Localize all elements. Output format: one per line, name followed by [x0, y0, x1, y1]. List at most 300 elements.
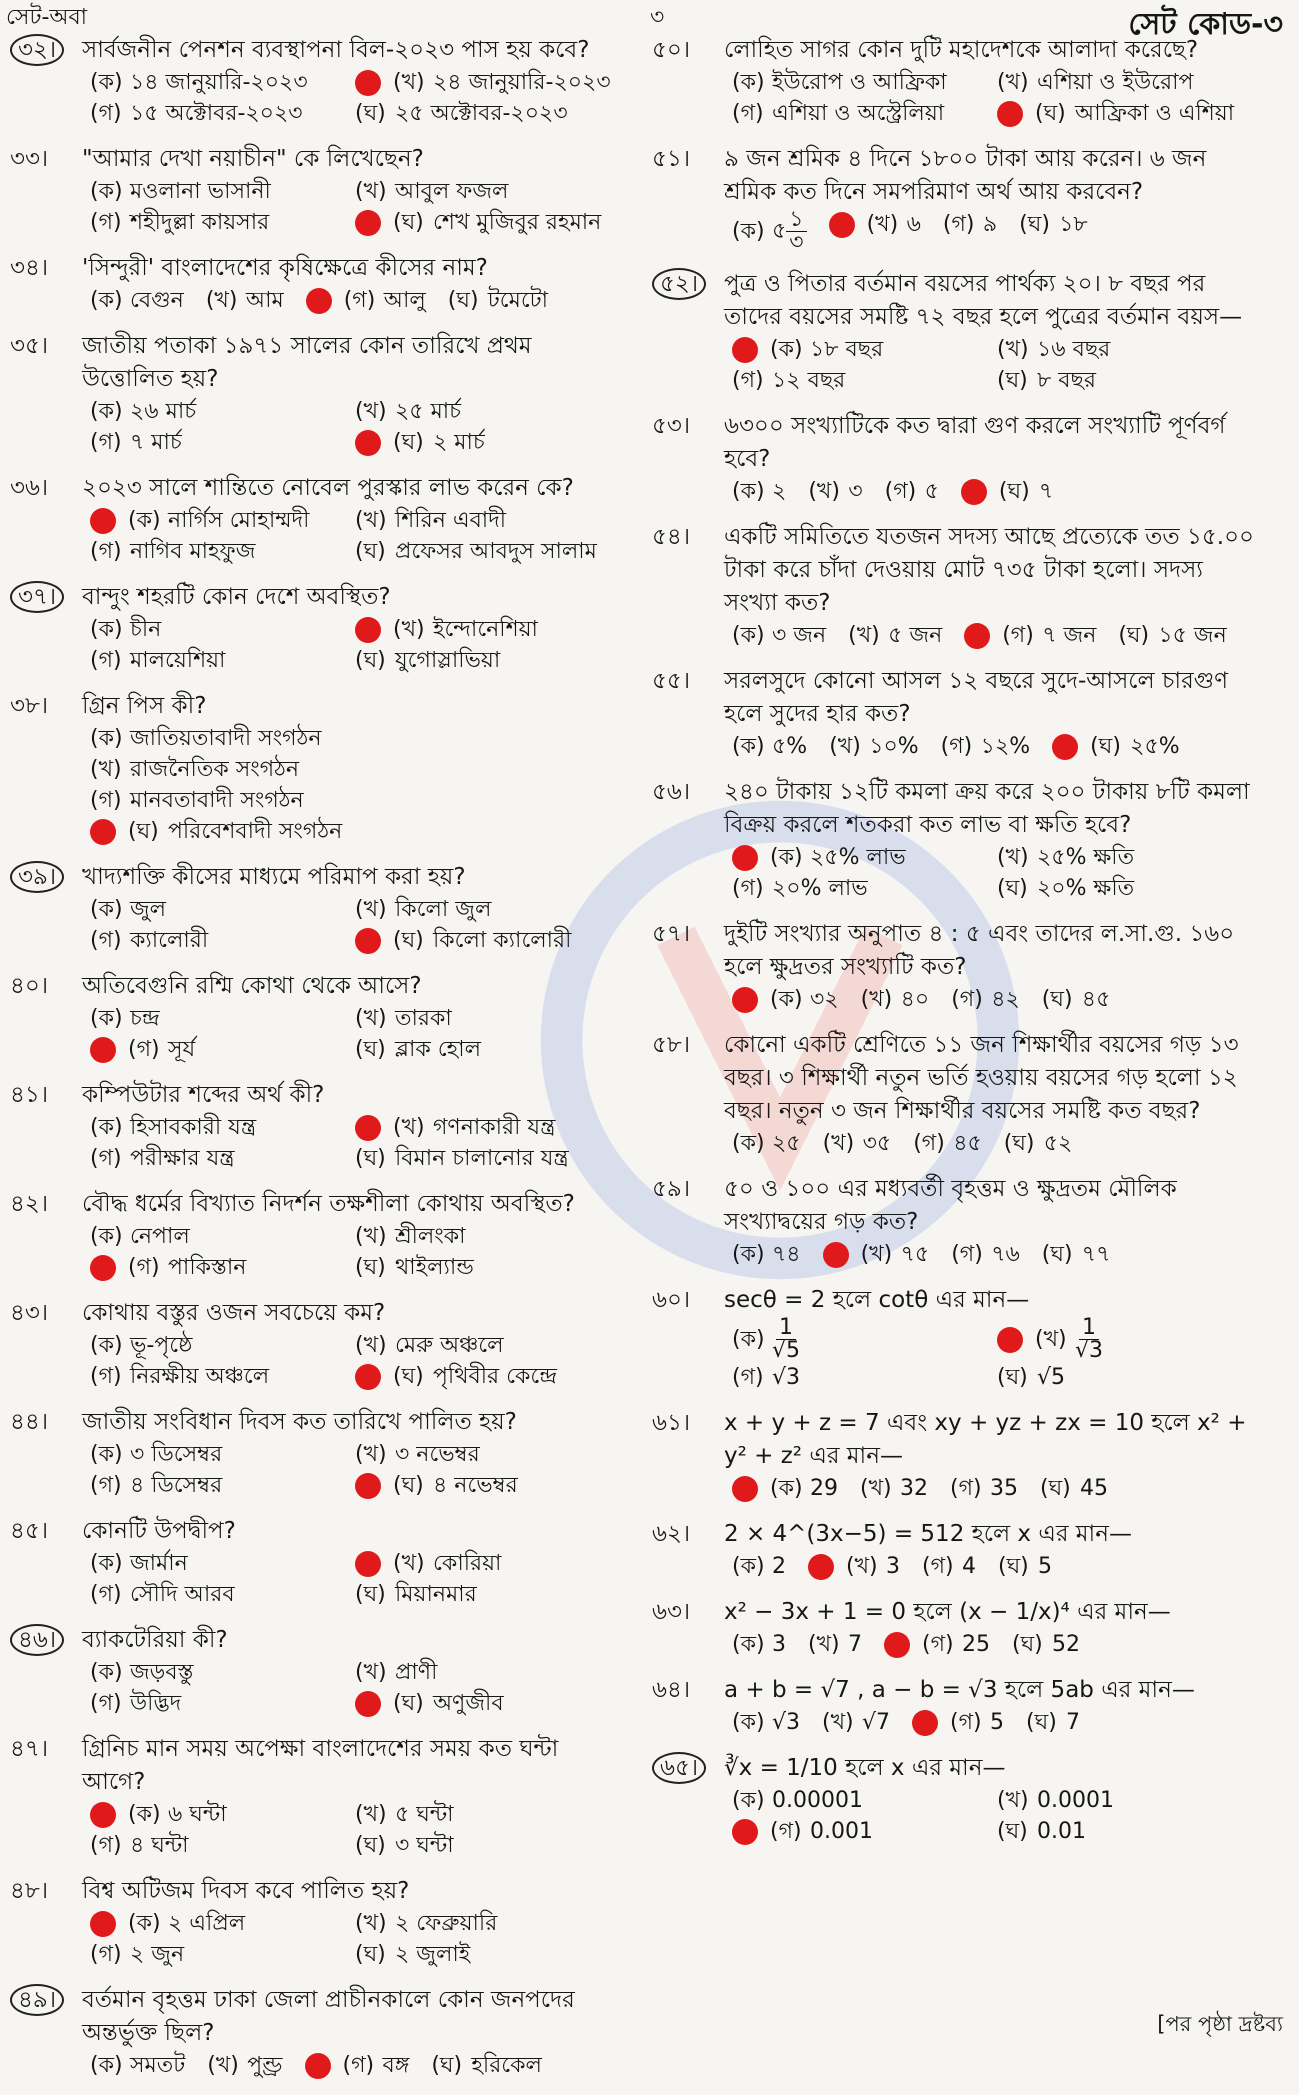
question-header [652, 665, 1262, 731]
answer-option[interactable] [997, 1317, 1262, 1362]
question-number [10, 1079, 82, 1112]
option-label: (ক) [90, 1115, 123, 1140]
answer-option[interactable] [90, 2050, 185, 2081]
answer-option[interactable] [206, 285, 284, 316]
option-text: প্রাণী [395, 1660, 438, 1685]
answer-option[interactable] [355, 1330, 620, 1361]
answer-option[interactable] [355, 505, 620, 536]
question-item [652, 1596, 1262, 1660]
answer-option[interactable] [732, 1239, 801, 1270]
option-label: (খ) [848, 623, 880, 648]
question-header [652, 1674, 1262, 1707]
question-text: x + y + z = 7 এবং xy + yz + zx = 10 হলে x² + y² + z² এর মান— [724, 1410, 1247, 1469]
answer-option[interactable] [90, 925, 355, 956]
question-number [652, 1674, 724, 1707]
question-header [10, 1515, 620, 1548]
option-label: (ক) [90, 726, 123, 751]
answer-option[interactable] [1040, 1473, 1108, 1504]
answer-option[interactable] [884, 1629, 990, 1660]
question-item [10, 1406, 620, 1501]
answer-option[interactable] [355, 1799, 620, 1830]
answer-option[interactable] [1019, 209, 1088, 254]
answer-option[interactable] [808, 1551, 900, 1582]
answer-option[interactable] [997, 1816, 1262, 1847]
answer-option[interactable] [1042, 984, 1111, 1015]
answer-option[interactable] [355, 1657, 620, 1688]
answer-option[interactable] [90, 427, 355, 458]
option-text: ২ এপ্রিল [168, 1911, 246, 1936]
answer-option[interactable] [941, 731, 1030, 762]
question-text: খাদ্যশক্তি কীসের মাধ্যমে পরিমাপ করা হয়? [82, 864, 466, 890]
answer-option[interactable] [732, 1551, 786, 1582]
option-text: ২০% ক্ষতি [1037, 876, 1135, 901]
question-number [10, 34, 82, 67]
question-number-text: ৬৩। [652, 1599, 691, 1625]
answer-option[interactable] [997, 842, 1262, 873]
option-text: ৫ [772, 218, 787, 244]
answer-option[interactable] [732, 334, 997, 365]
answer-option[interactable] [355, 1034, 620, 1065]
answer-option[interactable] [950, 1473, 1018, 1504]
question-item [652, 143, 1262, 254]
answer-option[interactable] [90, 1143, 355, 1174]
option-label: (ক) [770, 987, 803, 1012]
option-text: সূর্য [168, 1037, 196, 1062]
option-text: √5 [1037, 1365, 1066, 1390]
option-text: হরিকেল [471, 2053, 542, 2078]
marked-answer-dot-icon [90, 1255, 116, 1281]
answer-option[interactable] [90, 505, 355, 536]
answer-option[interactable] [822, 1707, 890, 1738]
option-text: এশিয়া ও অস্ট্রেলিয়া [772, 101, 945, 126]
answer-option[interactable] [355, 645, 620, 676]
question-header [652, 1029, 1262, 1128]
next-page-note: [পর পৃষ্ঠা দ্রষ্টব্য [1157, 2012, 1283, 2036]
answer-option[interactable] [732, 731, 807, 762]
answer-option[interactable] [732, 67, 997, 98]
option-text: বেগুন [130, 288, 184, 313]
answer-option[interactable] [90, 1548, 355, 1579]
answer-option[interactable] [90, 285, 184, 316]
option-text: থাইল্যান্ড [395, 1255, 474, 1280]
answer-option[interactable] [90, 1252, 355, 1283]
question-number [652, 1029, 724, 1062]
answer-option[interactable] [355, 1112, 620, 1143]
question-text: গ্রিন পিস কী? [82, 693, 207, 719]
option-fraction [1075, 1317, 1103, 1362]
answer-option[interactable] [732, 98, 997, 129]
option-text: আম [245, 288, 284, 313]
question-item [10, 1624, 620, 1719]
answer-option[interactable] [355, 427, 620, 458]
answer-option[interactable] [90, 536, 355, 567]
question-text: সরলসুদে কোনো আসল ১২ বছরে সুদে-আসলে চারগুণ হলে সুদের হার কত? [724, 668, 1229, 727]
option-label: (খ) [866, 212, 899, 237]
question-number-text: ৩৯। [10, 861, 64, 893]
answer-option[interactable] [90, 67, 355, 98]
answer-option[interactable] [90, 1221, 355, 1252]
option-fraction [772, 1317, 800, 1362]
answer-option[interactable] [848, 620, 942, 651]
answer-option[interactable] [355, 98, 620, 129]
marked-answer-dot-icon [90, 819, 116, 845]
marked-answer-dot-icon [912, 1710, 938, 1736]
answer-option[interactable] [997, 365, 1262, 396]
option-list [652, 1551, 1262, 1582]
option-text: 0.001 [810, 1819, 873, 1844]
option-label: (খ) [355, 1802, 387, 1827]
answer-option[interactable] [90, 816, 620, 847]
question-number-text: ৬০। [652, 1287, 691, 1313]
answer-option[interactable] [355, 176, 620, 207]
option-label: (ঘ) [997, 1819, 1028, 1844]
answer-option[interactable] [355, 1830, 620, 1861]
question-number [652, 776, 724, 809]
option-label: (ক) [90, 1333, 123, 1358]
option-label: (ঘ) [1012, 1632, 1043, 1657]
answer-option[interactable] [912, 1707, 1004, 1738]
option-text: উদ্ভিদ [130, 1691, 182, 1716]
option-list [652, 1707, 1262, 1738]
answer-option[interactable] [90, 785, 620, 816]
option-label: (গ) [732, 1365, 764, 1390]
option-text: 7 [848, 1632, 862, 1657]
option-label: (ঘ) [393, 210, 424, 235]
answer-option[interactable] [823, 1128, 892, 1159]
answer-option[interactable] [997, 67, 1262, 98]
answer-option[interactable] [90, 98, 355, 129]
answer-option[interactable] [207, 2050, 282, 2081]
answer-option[interactable] [90, 396, 355, 427]
answer-option[interactable] [997, 873, 1262, 904]
option-list [652, 209, 1262, 254]
question-header [10, 690, 620, 723]
answer-option[interactable] [732, 365, 997, 396]
question-text: অতিবেগুনি রশ্মি কোথা থেকে আসে? [82, 973, 422, 999]
option-text: 5 [1038, 1554, 1052, 1579]
answer-option[interactable] [90, 614, 355, 645]
answer-option[interactable] [90, 176, 355, 207]
answer-option[interactable] [885, 476, 939, 507]
question-text: লোহিত সাগর কোন দুটি মহাদেশকে আলাদা করেছে? [724, 37, 1199, 63]
answer-option[interactable] [90, 1112, 355, 1143]
answer-option[interactable] [90, 754, 620, 785]
question-item [652, 410, 1262, 507]
option-fraction [786, 209, 806, 254]
option-label: (গ) [90, 1942, 122, 1967]
option-label: (ঘ) [997, 1365, 1028, 1390]
option-text: ৭ জন [1042, 623, 1097, 648]
option-text: ৮ বছর [1037, 368, 1096, 393]
answer-option[interactable] [823, 1239, 930, 1270]
option-text: 25 [962, 1632, 990, 1657]
option-label: (ঘ) [128, 819, 159, 844]
answer-option[interactable] [431, 2050, 542, 2081]
option-text: জার্মান [130, 1551, 188, 1576]
question-item [10, 34, 620, 129]
answer-option[interactable] [355, 1688, 620, 1719]
option-label: (ক) [732, 1632, 765, 1657]
answer-option[interactable] [306, 285, 426, 316]
answer-option[interactable] [732, 476, 786, 507]
question-item [652, 268, 1262, 396]
question-text: ৬৩০০ সংখ্যাটিকে কত দ্বারা গুণ করলে সংখ্যাটি পূর্ণবর্গ হবে? [724, 413, 1226, 472]
option-text: মালয়েশিয়া [130, 648, 226, 673]
answer-option[interactable] [355, 925, 620, 956]
option-text: 3 [886, 1554, 900, 1579]
answer-option[interactable] [1052, 731, 1179, 762]
question-text: secθ = 2 হলে cotθ এর মান— [724, 1287, 1030, 1313]
option-text: নেপাল [130, 1224, 190, 1249]
answer-option[interactable] [943, 209, 997, 254]
answer-option[interactable] [90, 1688, 355, 1719]
option-text: 45 [1080, 1476, 1108, 1501]
question-header [652, 1518, 1262, 1551]
answer-option[interactable] [732, 1707, 800, 1738]
option-list [10, 1657, 620, 1719]
question-number [652, 410, 724, 443]
marked-answer-dot-icon [732, 1476, 758, 1502]
answer-option[interactable] [90, 645, 355, 676]
answer-option[interactable] [355, 1579, 620, 1610]
option-text: 32 [900, 1476, 928, 1501]
question-item [10, 1188, 620, 1283]
answer-option[interactable] [732, 1317, 997, 1362]
question-text: ৫০ ও ১০০ এর মধ্যবর্তী বৃহত্তম ও ক্ষুদ্রতম মৌলিক সংখ্যাদ্বয়ের গড় কত? [724, 1176, 1177, 1235]
option-text: যুগোস্লাভিয়া [395, 648, 501, 673]
question-text: বান্দুং শহরটি কোন দেশে অবস্থিত? [82, 584, 391, 610]
option-label: (খ) [997, 1788, 1029, 1813]
option-label: (গ) [884, 479, 917, 504]
question-text: জাতীয় পতাকা ১৯৭১ সালের কোন তারিখে প্রথম উত্তোলিত হয়? [82, 333, 532, 392]
option-text: নাগিব মাহফুজ [130, 539, 256, 564]
marked-answer-dot-icon [732, 337, 758, 363]
option-text: বিমান চালানোর যন্ত্র [395, 1146, 569, 1171]
answer-option[interactable] [355, 1939, 620, 1970]
answer-option[interactable] [90, 723, 620, 754]
answer-option[interactable] [355, 536, 620, 567]
question-number-text: ৪৩। [10, 1300, 49, 1326]
answer-option[interactable] [1118, 620, 1226, 651]
marked-answer-dot-icon [732, 845, 758, 871]
option-text: ১০% [869, 734, 919, 759]
question-number [10, 1624, 82, 1657]
option-text: হিসাবকারী যন্ত্র [130, 1115, 257, 1140]
answer-option[interactable] [732, 1629, 786, 1660]
answer-option[interactable] [90, 894, 355, 925]
question-number [10, 1188, 82, 1221]
option-text: ১৮ [1059, 212, 1088, 237]
marked-answer-dot-icon [355, 210, 381, 236]
answer-option[interactable] [732, 1128, 801, 1159]
option-label: (খ) [829, 734, 861, 759]
answer-option[interactable] [90, 1470, 355, 1501]
answer-option[interactable] [732, 209, 807, 254]
option-label: (ঘ) [355, 1255, 386, 1280]
answer-option[interactable] [997, 98, 1262, 129]
answer-option[interactable] [355, 1361, 620, 1392]
question-number-text: ৫৫। [652, 668, 691, 694]
option-label: (ঘ) [1118, 623, 1150, 648]
answer-option[interactable] [355, 1908, 620, 1939]
answer-option[interactable] [732, 620, 826, 651]
answer-option[interactable] [355, 1252, 620, 1283]
option-label: (ক) [128, 508, 161, 533]
question-header [652, 1173, 1262, 1239]
answer-option[interactable] [1042, 1239, 1111, 1270]
answer-option[interactable] [951, 984, 1020, 1015]
option-label: (ঘ) [355, 101, 386, 126]
answer-option[interactable] [732, 873, 997, 904]
answer-option[interactable] [1026, 1707, 1080, 1738]
answer-option[interactable] [355, 894, 620, 925]
answer-option[interactable] [90, 1034, 355, 1065]
option-label: (খ) [997, 70, 1029, 95]
answer-option[interactable] [355, 67, 620, 98]
option-label: (ঘ) [355, 1037, 386, 1062]
option-label: (খ) [355, 399, 387, 424]
answer-option[interactable] [90, 1361, 355, 1392]
option-label: (ক) [732, 1326, 765, 1352]
option-list [652, 1128, 1262, 1159]
option-text: 7 [1066, 1710, 1081, 1735]
question-number [10, 1733, 82, 1766]
answer-option[interactable] [998, 1551, 1052, 1582]
option-label: (গ) [1002, 623, 1034, 648]
answer-option[interactable] [355, 1221, 620, 1252]
option-label: (খ) [860, 1242, 893, 1267]
answer-option[interactable] [732, 842, 997, 873]
answer-option[interactable] [355, 1143, 620, 1174]
question-header [10, 1079, 620, 1112]
answer-option[interactable] [355, 1003, 620, 1034]
option-list [10, 396, 620, 458]
option-text: ৩২ [810, 987, 839, 1012]
question-text: বর্তমান বৃহত্তম ঢাকা জেলা প্রাচীনকালে কোন জনপদের অন্তর্ভুক্ত ছিল? [82, 1987, 575, 2046]
question-number [652, 521, 724, 554]
marked-answer-dot-icon [355, 1691, 381, 1717]
marked-answer-dot-icon [829, 212, 855, 238]
question-number [10, 143, 82, 176]
answer-option[interactable] [355, 207, 620, 238]
option-label: (ঘ) [998, 1554, 1029, 1579]
question-item [10, 143, 620, 238]
answer-option[interactable] [90, 207, 355, 238]
answer-option[interactable] [90, 1330, 355, 1361]
option-label: (খ) [393, 617, 425, 642]
answer-option[interactable] [829, 731, 918, 762]
answer-option[interactable] [90, 1939, 355, 1970]
answer-option[interactable] [448, 285, 548, 316]
option-label: (ক) [732, 1710, 765, 1735]
option-label: (ক) [90, 399, 123, 424]
option-text: অণুজীব [433, 1691, 504, 1716]
option-list [10, 285, 620, 316]
page-number: ৩ [650, 5, 665, 30]
answer-option[interactable] [355, 1439, 620, 1470]
question-header [652, 521, 1262, 620]
option-label: (গ) [90, 430, 122, 455]
answer-option[interactable] [808, 1629, 862, 1660]
marked-answer-dot-icon [997, 1327, 1023, 1353]
answer-option[interactable] [90, 1439, 355, 1470]
answer-option[interactable] [355, 614, 620, 645]
answer-option[interactable] [355, 1548, 620, 1579]
question-number-text: ৪৬। [10, 1624, 64, 1656]
answer-option[interactable] [829, 209, 921, 254]
option-text: শহীদুল্লা কায়সার [130, 210, 270, 235]
answer-option[interactable] [90, 1003, 355, 1034]
option-text: √3 [772, 1365, 801, 1390]
answer-option[interactable] [90, 1799, 355, 1830]
answer-option[interactable] [808, 476, 862, 507]
option-label: (খ) [822, 1131, 855, 1156]
option-text: 0.01 [1037, 1819, 1086, 1844]
answer-option[interactable] [964, 620, 1096, 651]
answer-option[interactable] [961, 476, 1053, 507]
option-label: (ক) [732, 1554, 765, 1579]
answer-option[interactable] [1004, 1128, 1073, 1159]
question-text: ৯ জন শ্রমিক ৪ দিনে ১৮০০ টাকা আয় করেন। ৬ জন শ্রমিক কত দিনে সমপরিমাণ অর্থ আয় করবেন? [724, 146, 1207, 205]
answer-option[interactable] [732, 1473, 838, 1504]
question-number [652, 1284, 724, 1317]
answer-option[interactable] [860, 1473, 928, 1504]
answer-option[interactable] [951, 1239, 1020, 1270]
option-label: (ক) [770, 337, 803, 362]
option-text: ২৫ [772, 1131, 801, 1156]
answer-option[interactable] [913, 1128, 982, 1159]
marked-answer-dot-icon [355, 70, 381, 96]
answer-option[interactable] [732, 1362, 997, 1393]
answer-option[interactable] [90, 1579, 355, 1610]
option-label: (খ) [808, 479, 840, 504]
answer-option[interactable] [732, 1785, 997, 1816]
answer-option[interactable] [922, 1551, 976, 1582]
answer-option[interactable] [732, 984, 839, 1015]
answer-option[interactable] [997, 334, 1262, 365]
option-list [10, 1799, 620, 1861]
option-list [652, 1239, 1262, 1270]
option-label: (গ) [951, 987, 983, 1012]
answer-option[interactable] [997, 1785, 1262, 1816]
option-text: পরিবেশবাদী সংগঠন [168, 819, 343, 844]
option-label: (গ) [770, 1819, 802, 1844]
answer-option[interactable] [90, 1830, 355, 1861]
option-label: (গ) [128, 1037, 160, 1062]
answer-option[interactable] [732, 1816, 997, 1847]
answer-option[interactable] [355, 396, 620, 427]
question-number-text: ৪৪। [10, 1409, 49, 1435]
marked-answer-dot-icon [961, 479, 987, 505]
option-label: (গ) [90, 1582, 122, 1607]
answer-option[interactable] [355, 1470, 620, 1501]
answer-option[interactable] [90, 1657, 355, 1688]
option-label: (খ) [1035, 1326, 1067, 1352]
answer-option[interactable] [305, 2050, 410, 2081]
option-label: (ঘ) [447, 288, 479, 313]
question-header [652, 268, 1262, 334]
answer-option[interactable] [997, 1362, 1262, 1393]
option-label: (ঘ) [1040, 1476, 1071, 1501]
option-text: ৫ [924, 479, 939, 504]
option-text: পাকিস্তান [168, 1255, 247, 1280]
answer-option[interactable] [90, 1908, 355, 1939]
marked-answer-dot-icon [732, 1819, 758, 1845]
option-label: (খ) [355, 1006, 387, 1031]
answer-option[interactable] [1012, 1629, 1080, 1660]
answer-option[interactable] [861, 984, 930, 1015]
option-label: (খ) [822, 1710, 854, 1735]
